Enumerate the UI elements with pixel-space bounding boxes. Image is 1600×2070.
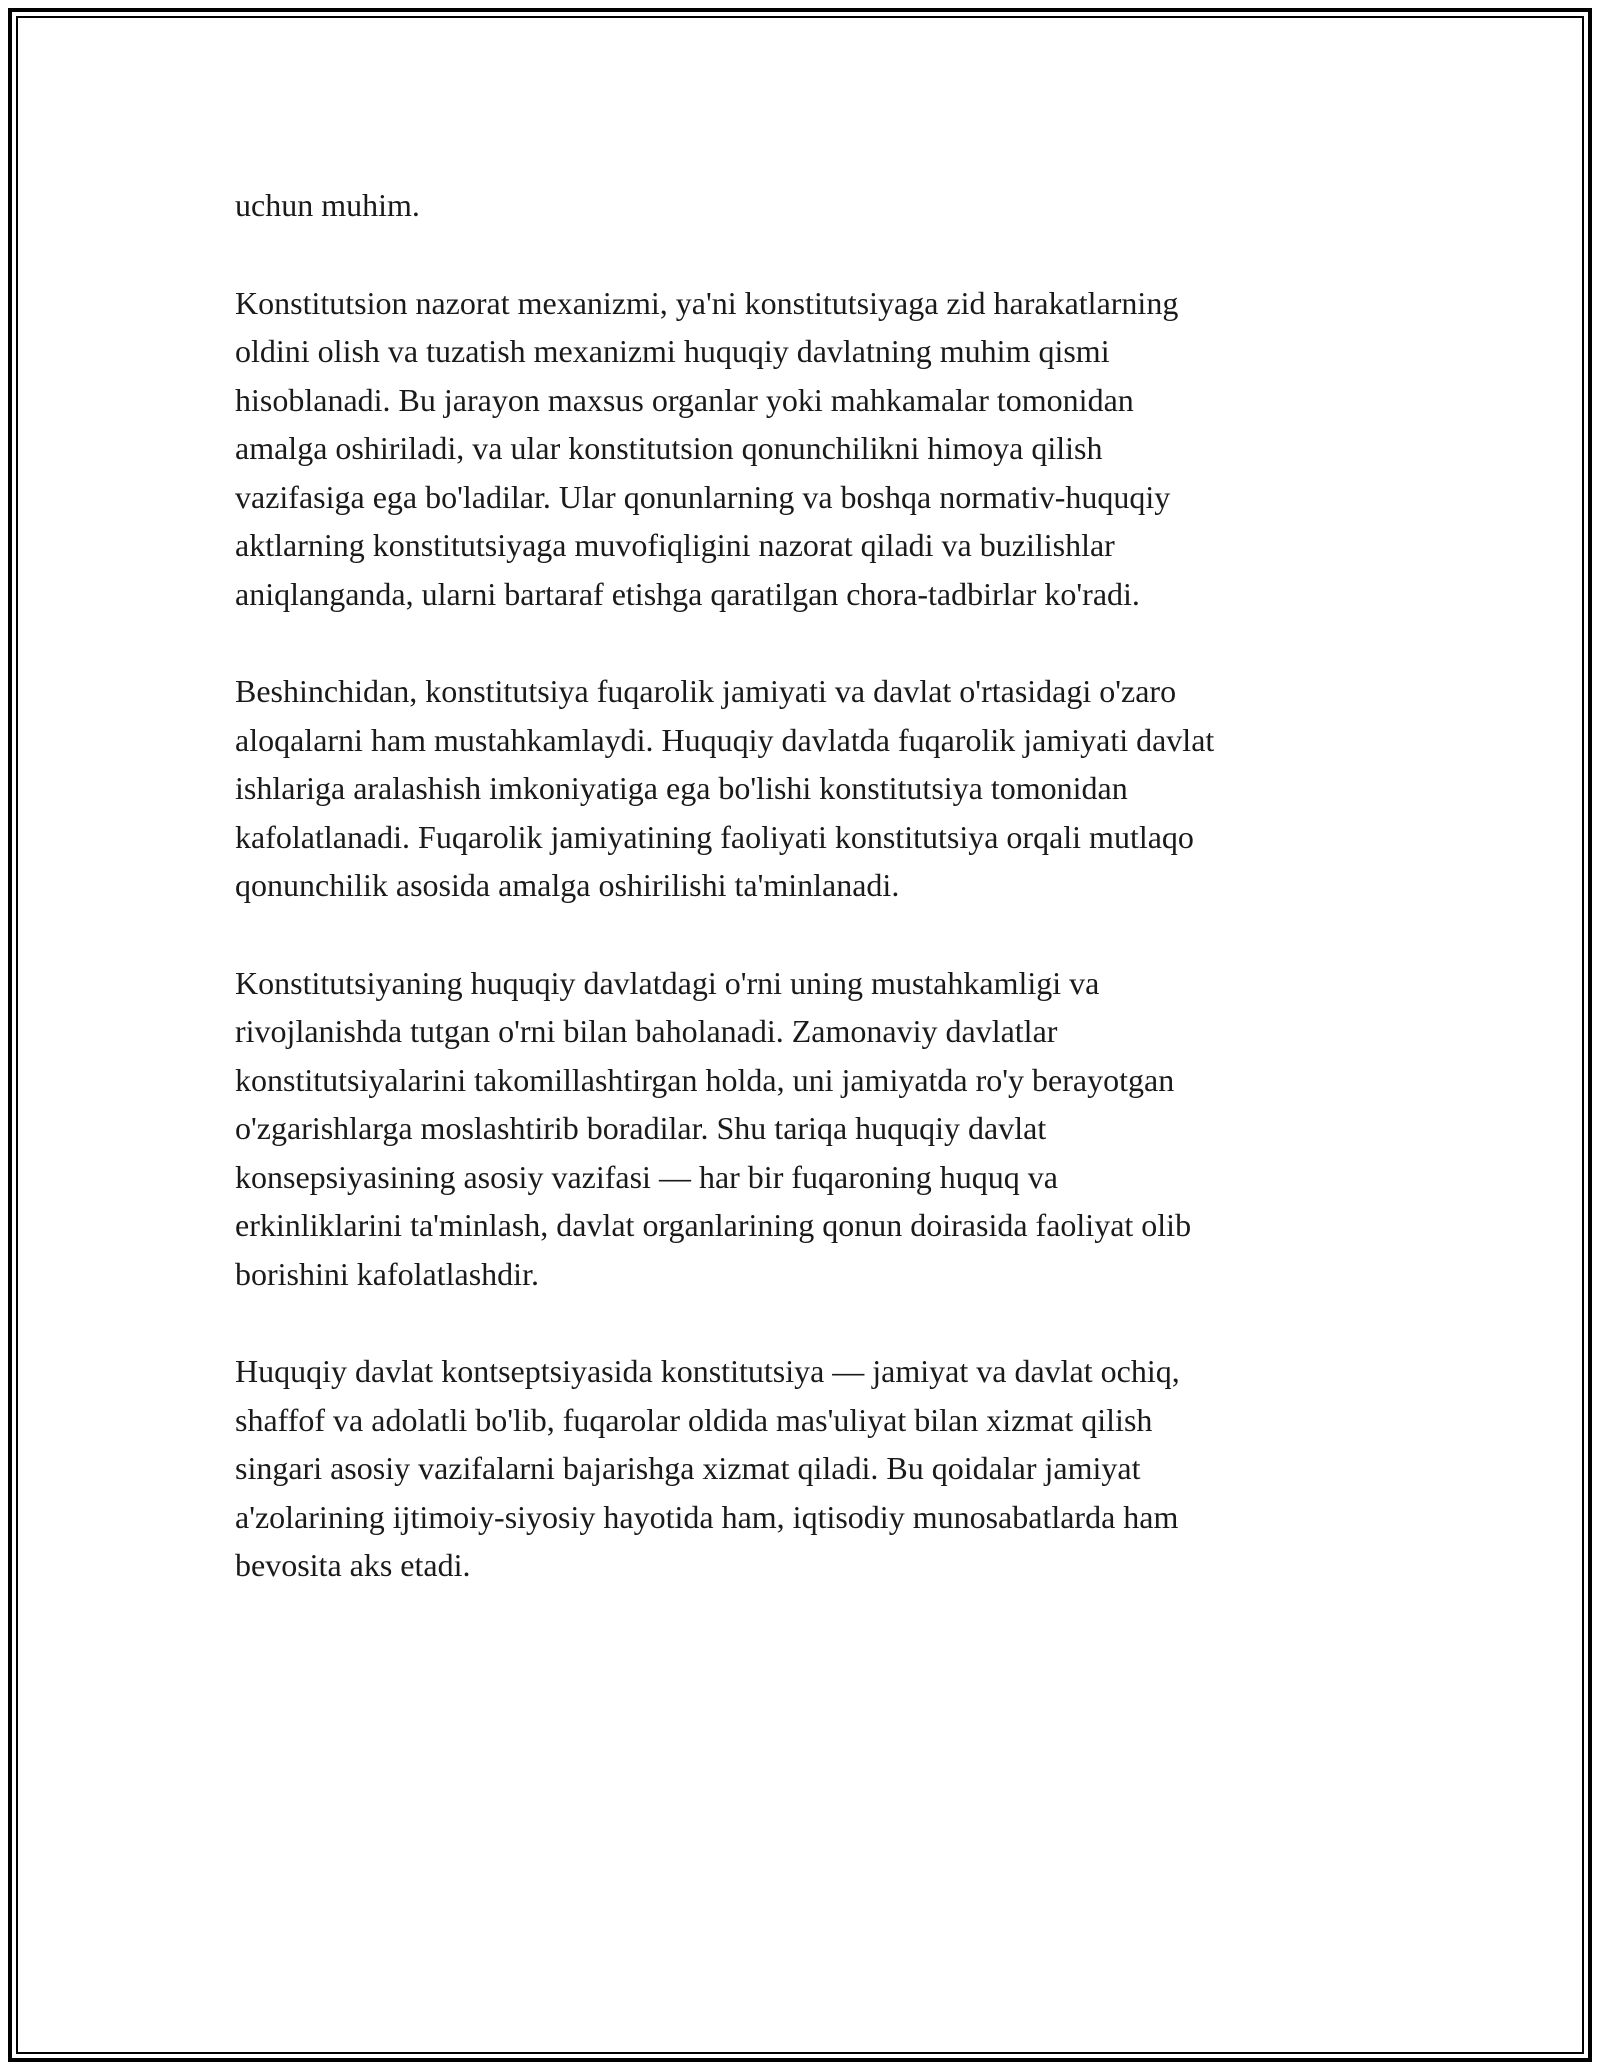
paragraph-2 — [235, 279, 1370, 619]
text-line: borishini kafolatlashdir. — [235, 1255, 539, 1292]
text-line: konsepsiyasining asosiy vazifasi — har bir fuqaroning huquq va — [235, 1158, 1058, 1195]
text-line: aniqlanganda, ularni bartaraf etishga qaratilgan chora-tadbirlar ko'radi. — [235, 575, 1140, 612]
paragraph-1 — [235, 181, 1370, 230]
paragraph-4 — [235, 959, 1370, 1299]
text-line: ishlariga aralashish imkoniyatiga ega bo'lishi konstitutsiya tomonidan — [235, 770, 1128, 806]
text-line: oldini olish va tuzatish mexanizmi huquqiy davlatning muhim qismi — [235, 333, 1110, 369]
text-line: shaffof va adolatli bo'lib, fuqarolar oldida mas'uliyat bilan xizmat qilish — [235, 1401, 1153, 1438]
text-line: o'zgarishlarga moslashtirib boradilar. Shu tariqa huquqiy davlat — [235, 1110, 1047, 1146]
text-line: Konstitutsiyaning huquqiy davlatdagi o'rni uning mustahkamligi va — [235, 964, 1100, 1001]
text-line: konstitutsiyalarini takomillashtirgan holda, uni jamiyatda ro'y berayotgan — [235, 1061, 1175, 1098]
text-line: qonunchilik asosida amalga oshirilishi ta'minlanadi. — [235, 867, 900, 903]
text-line: Huquqiy davlat kontseptsiyasida konstitutsiya — jamiyat va davlat ochiq, — [235, 1353, 1180, 1389]
text-line: Konstitutsion nazorat mexanizmi, ya'ni konstitutsiyaga zid harakatlarning — [235, 284, 1179, 321]
paragraph-5 — [235, 1347, 1370, 1590]
document-page — [235, 181, 1370, 1639]
text-line: aloqalarni ham mustahkamlaydi. Huquqiy davlatda fuqarolik jamiyati davlat — [235, 721, 1215, 758]
text-line: a'zolarining ijtimoiy-siyosiy hayotida ham, iqtisodiy munosabatlarda ham — [235, 1498, 1179, 1535]
text-line: rivojlanishda tutgan o'rni bilan baholanadi. Zamonaviy davlatlar — [235, 1013, 1058, 1049]
text-line: singari asosiy vazifalarni bajarishga xizmat qiladi. Bu qoidalar jamiyat — [235, 1450, 1141, 1486]
text-line: hisoblanadi. Bu jarayon maxsus organlar yoki mahkamalar tomonidan — [235, 381, 1134, 418]
text-line: Beshinchidan, konstitutsiya fuqarolik jamiyati va davlat o'rtasidagi o'zaro — [235, 673, 1177, 709]
text-line: vazifasiga ega bo'ladilar. Ular qonunlarning va boshqa normativ-huquqiy — [235, 478, 1171, 515]
text-line: erkinliklarini ta'minlash, davlat organlarining qonun doirasida faoliyat olib — [235, 1207, 1192, 1243]
text-line: uchun muhim. — [235, 187, 420, 223]
text-line: aktlarning konstitutsiyaga muvofiqligini nazorat qiladi va buzilishlar — [235, 527, 1115, 563]
text-line: bevosita aks etadi. — [235, 1547, 471, 1583]
text-line: kafolatlanadi. Fuqarolik jamiyatining faoliyati konstitutsiya orqali mutlaqo — [235, 818, 1194, 855]
text-line: amalga oshiriladi, va ular konstitutsion qonunchilikni himoya qilish — [235, 430, 1103, 466]
paragraph-3 — [235, 667, 1370, 910]
